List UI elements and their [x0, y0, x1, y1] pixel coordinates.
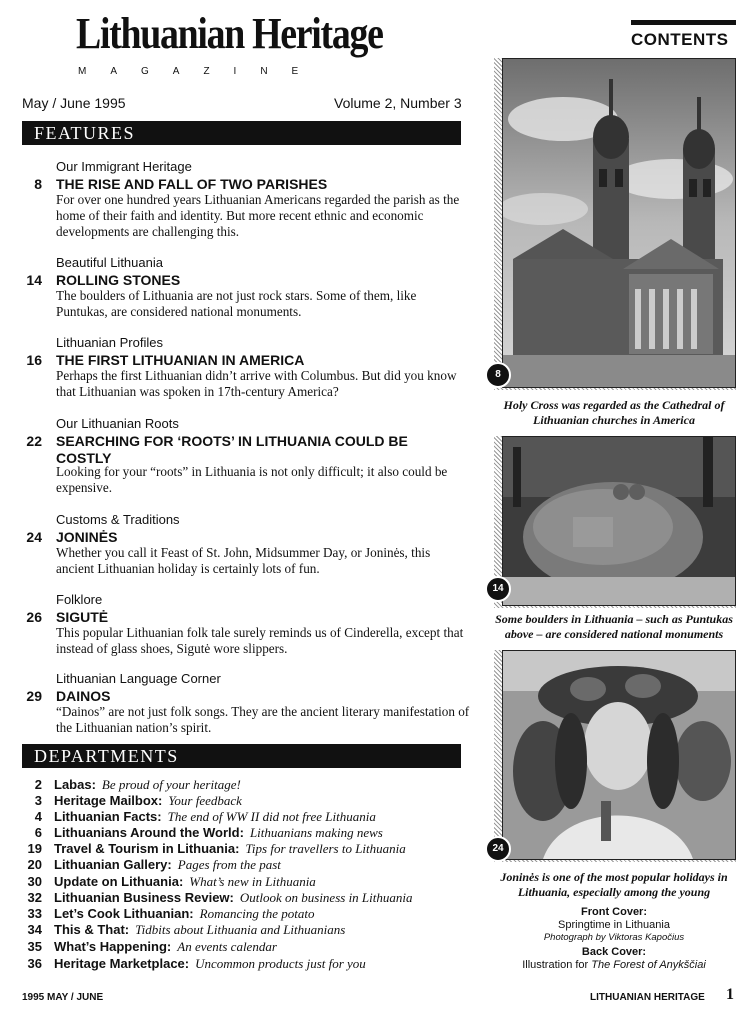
feature-kicker: Beautiful Lithuania [56, 255, 163, 270]
photo-caption: Joninės is one of the most popular holidays in Lithuania, especially among the young [500, 870, 728, 899]
department-name: Lithuanian Business Review: [54, 890, 234, 905]
feature-title: ROLLING STONES [56, 272, 181, 288]
department-name: Travel & Tourism in Lithuania: [54, 841, 240, 856]
department-name: Let’s Cook Lithuanian: [54, 906, 194, 921]
feature-title: THE RISE AND FALL OF TWO PARISHES [56, 176, 328, 192]
front-cover-label: Front Cover: [581, 906, 647, 918]
feature-kicker: Lithuanian Language Corner [56, 671, 221, 686]
feature-title: SIGUTĖ [56, 609, 109, 625]
department-page: 33 [27, 906, 42, 921]
feature-page: 24 [26, 529, 42, 545]
department-item[interactable] [22, 841, 462, 857]
feature-page: 26 [26, 609, 42, 625]
department-item[interactable] [22, 922, 462, 938]
back-cover-label: Back Cover: [581, 946, 647, 958]
department-subtitle: What’s new in Lithuania [189, 874, 316, 889]
feature-kicker: Lithuanian Profiles [56, 335, 163, 350]
footer-right: LITHUANIAN HERITAGE [590, 992, 705, 1003]
department-name: What’s Happening: [54, 939, 172, 954]
feature-kicker: Customs & Traditions [56, 512, 180, 527]
feature-desc: The boulders of Lithuania are not just rock stars. Some of them, like Puntukas, are considered national monuments. [56, 288, 417, 319]
department-item[interactable] [22, 906, 462, 922]
feature-page: 22 [26, 433, 42, 449]
feature-desc: “Dainos” are not just folk songs. They are the ancient literary manifestation of the Lithuanian nation’s spirit. [56, 704, 470, 735]
masthead-title: Lithuanian Heritage [76, 9, 383, 58]
church-photo[interactable] [502, 58, 736, 388]
department-subtitle: Romancing the potato [199, 906, 315, 921]
department-item[interactable] [22, 939, 462, 955]
department-page: 30 [27, 874, 42, 889]
feature-title: JONINĖS [56, 529, 118, 545]
department-page: 35 [27, 939, 42, 954]
departments-heading: DEPARTMENTS [22, 744, 461, 768]
feature-title: SEARCHING FOR ‘ROOTS’ IN LITHUANIA COULD BE COSTLY [56, 433, 408, 466]
photo-badge: 14 [485, 576, 511, 602]
feature-page: 29 [26, 688, 42, 704]
department-item[interactable] [22, 890, 462, 906]
jonines-photo[interactable] [502, 650, 736, 860]
contents-rule [631, 20, 736, 25]
department-page: 36 [27, 956, 42, 971]
feature-page: 16 [26, 352, 42, 368]
department-item[interactable] [22, 857, 462, 873]
department-page: 6 [34, 825, 42, 840]
masthead-subtitle: MAGAZINE [78, 66, 323, 77]
contents-label: CONTENTS [631, 30, 729, 49]
department-name: Lithuanian Facts: [54, 809, 162, 824]
department-item[interactable] [22, 809, 462, 825]
feature-desc: Whether you call it Feast of St. John, Midsummer Day, or Joninės, this ancient Lithuanian holiday is certainly lots of fun. [56, 545, 431, 576]
features-heading: FEATURES [22, 121, 461, 145]
feature-desc: Looking for your “roots” in Lithuania is not only difficult; it also could be expensive. [56, 464, 448, 495]
department-page: 32 [27, 890, 42, 905]
department-subtitle: The end of WW II did not free Lithuania [167, 809, 376, 824]
department-page: 3 [34, 793, 42, 808]
department-subtitle: Tidbits about Lithuania and Lithuanians [135, 922, 346, 937]
department-name: Lithuanians Around the World: [54, 825, 244, 840]
department-name: This & That: [54, 922, 130, 937]
department-name: Heritage Mailbox: [54, 793, 163, 808]
department-page: 19 [27, 841, 42, 856]
department-name: Labas: [54, 777, 96, 792]
feature-kicker: Folklore [56, 592, 103, 607]
front-cover-text: Springtime in Lithuania [558, 919, 670, 931]
feature-desc: This popular Lithuanian folk tale surely reminds us of Cinderella, except that instead of glass shoes, Sigutė wore slippers. [56, 625, 464, 656]
boulder-illustration [503, 437, 735, 605]
department-subtitle: Uncommon products just for you [195, 956, 366, 971]
photo-badge: 24 [485, 836, 511, 862]
department-subtitle: Tips for travellers to Lithuania [245, 841, 406, 856]
footer-left: 1995 MAY / JUNE [22, 992, 104, 1003]
photo-caption: Some boulders in Lithuania – such as Puntukas above – are considered national monuments [495, 612, 733, 641]
front-cover-credit: Photograph by Viktoras Kapočius [543, 932, 685, 943]
photo-caption: Holy Cross was regarded as the Cathedral of Lithuanian churches in America [503, 398, 725, 427]
photo-badge: 8 [485, 362, 511, 388]
department-item[interactable] [22, 874, 462, 890]
feature-desc: For over one hundred years Lithuanian Americans regarded the parish as the home of their faith and identity. But more recent ethnic and economic developments are challenging this. [56, 192, 460, 239]
boulder-photo[interactable] [502, 436, 736, 606]
feature-title: DAINOS [56, 688, 111, 704]
church-illustration [503, 59, 735, 387]
department-name: Heritage Marketplace: [54, 956, 190, 971]
department-item[interactable] [22, 825, 462, 841]
department-item[interactable] [22, 777, 462, 793]
feature-desc: Perhaps the first Lithuanian didn’t arrive with Columbus. But did you know that Lithuanian was spoken in 17th-century America? [56, 368, 457, 399]
feature-kicker: Our Lithuanian Roots [56, 416, 179, 431]
back-cover-prefix: Illustration for [522, 959, 592, 971]
department-subtitle: Lithuanians making news [249, 825, 383, 840]
department-page: 4 [34, 809, 42, 824]
department-subtitle: Outlook on business in Lithuania [239, 890, 413, 905]
feature-page: 8 [34, 176, 42, 192]
department-page: 20 [27, 857, 42, 872]
department-subtitle: An events calendar [177, 939, 277, 954]
department-item[interactable] [22, 956, 462, 972]
department-subtitle: Your feedback [168, 793, 242, 808]
jonines-illustration [503, 651, 735, 859]
page-number: 1 [726, 986, 734, 1003]
issue-date: May / June 1995 [22, 95, 126, 111]
issue-volume: Volume 2, Number 3 [334, 95, 462, 111]
department-item[interactable] [22, 793, 462, 809]
department-subtitle: Pages from the past [177, 857, 281, 872]
department-subtitle: Be proud of your heritage! [101, 777, 241, 792]
back-cover-title: The Forest of Anykščiai [591, 959, 706, 971]
department-name: Lithuanian Gallery: [54, 857, 172, 872]
feature-title: THE FIRST LITHUANIAN IN AMERICA [56, 352, 305, 368]
department-name: Update on Lithuania: [54, 874, 184, 889]
feature-kicker: Our Immigrant Heritage [56, 159, 192, 174]
back-cover-text [494, 959, 734, 971]
department-page: 2 [34, 777, 42, 792]
department-page: 34 [27, 922, 42, 937]
feature-page: 14 [26, 272, 42, 288]
